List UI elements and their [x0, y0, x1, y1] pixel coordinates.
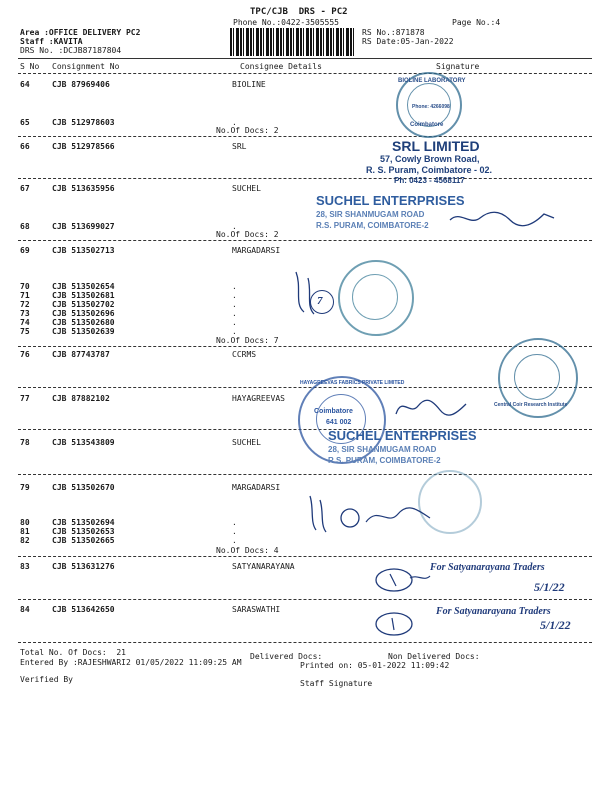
row-consignee: . — [232, 222, 237, 231]
row-consignment-number: CJB 513635956 — [52, 184, 115, 193]
column-signature: Signature — [436, 62, 480, 71]
row-consignee: HAYAGREEVAS — [232, 394, 285, 403]
row-docs-count: No.Of Docs: 4 — [216, 546, 279, 555]
printed-on: Printed on: 05-01-2022 11:09:42 — [300, 661, 450, 670]
suchel-stamp-name: SUCHEL ENTERPRISES — [328, 428, 477, 443]
column-rule — [18, 73, 592, 74]
row-docs-count: No.Of Docs: 7 — [216, 336, 279, 345]
row-consignee: . — [232, 327, 237, 336]
row-consignee: . — [232, 300, 237, 309]
row-sno: 67 — [20, 184, 30, 193]
row-consignee: . — [232, 282, 237, 291]
row-sno: 74 — [20, 318, 30, 327]
row-sno: 71 — [20, 291, 30, 300]
satyanarayana-stamp: For Satyanarayana Traders — [430, 562, 545, 573]
row-consignee: BIOLINE — [232, 80, 266, 89]
header-rule — [18, 58, 592, 59]
hayagreevas-seal-text: HAYAGREEVAS FABRICS PRIVATE LIMITED — [300, 380, 405, 386]
delivery-date: 5/1/22 — [540, 618, 571, 632]
row-consignment-number: CJB 513502681 — [52, 291, 115, 300]
row-consignment-number: CJB 513502654 — [52, 282, 115, 291]
verified-by: Verified By — [20, 675, 73, 684]
delivered-docs: Delivered Docs: — [250, 652, 323, 661]
column-consignee: Consignee Details — [240, 62, 322, 71]
suchel-stamp-name: SUCHEL ENTERPRISES — [316, 193, 465, 208]
row-consignment-number: CJB 513502680 — [52, 318, 115, 327]
row-consignee: . — [232, 536, 237, 545]
row-consignment-number: CJB 513502702 — [52, 300, 115, 309]
area-label: Area :OFFICE DELIVERY PC2 — [20, 28, 141, 37]
column-sno: S No — [20, 62, 40, 71]
row-consignment-number: CJB 87882102 — [52, 394, 110, 403]
srl-stamp-phone: Ph: 0423 - 4568117 — [394, 176, 465, 185]
row-consignment-number: CJB 513502694 — [52, 518, 115, 527]
rs-number: RS No.:871878 — [362, 28, 425, 37]
row-consignment-number: CJB 513502639 — [52, 327, 115, 336]
row-consignee: . — [232, 291, 237, 300]
circled-number-text: 7 — [317, 295, 323, 307]
row-consignee: SARASWATHI — [232, 605, 281, 614]
row-consignment-number: CJB 513502713 — [52, 246, 115, 255]
row-separator — [18, 136, 592, 137]
row-consignment-number: CJB 512978603 — [52, 118, 115, 127]
row-sno: 69 — [20, 246, 30, 255]
hayagreevas-seal-city: Coimbatore — [314, 408, 353, 415]
row-docs-count: No.Of Docs: 2 — [216, 126, 279, 135]
margadarsi-seal — [338, 260, 414, 336]
bioline-seal-text: BIOLINE LABORATORY — [398, 78, 466, 84]
row-consignment-number: CJB 87969406 — [52, 80, 110, 89]
row-consignee: . — [232, 518, 237, 527]
row-separator — [18, 599, 592, 600]
row-consignment-number: CJB 513502670 — [52, 483, 115, 492]
row-sno: 81 — [20, 527, 30, 536]
row-consignment-number: CJB 513543809 — [52, 438, 115, 447]
signature-scribble — [372, 608, 432, 640]
row-sno: 83 — [20, 562, 30, 571]
row-consignee: . — [232, 118, 237, 127]
ccrms-seal-text: Central Coir Research Institute — [494, 402, 568, 408]
row-sno: 65 — [20, 118, 30, 127]
phone-number: Phone No.:0422-3505555 — [233, 18, 339, 27]
satyanarayana-stamp: For Satyanarayana Traders — [436, 606, 551, 617]
row-separator — [18, 240, 592, 241]
row-sno: 68 — [20, 222, 30, 231]
suchel-stamp-address: 28, SIR SHANMUGAM ROAD — [328, 445, 437, 454]
suchel-stamp-address: R.S. PURAM, COIMBATORE-2 — [328, 456, 441, 465]
bioline-seal-city: Coimbatore — [410, 122, 444, 128]
row-consignment-number: CJB 513502696 — [52, 309, 115, 318]
document-title: TPC/CJB DRS - PC2 — [250, 7, 348, 17]
row-consignee: . — [232, 527, 237, 536]
drs-number: DRS No. :DCJB87187804 — [20, 46, 122, 55]
staff-label: Staff :KAVITA — [20, 37, 83, 46]
suchel-stamp-address: R.S. PURAM, COIMBATORE-2 — [316, 221, 429, 230]
signature-scribble — [306, 492, 436, 536]
delivery-date: 5/1/22 — [534, 580, 565, 594]
suchel-stamp-address: 28, SIR SHANMUGAM ROAD — [316, 210, 425, 219]
entered-by: Entered By :RAJESHWARI2 01/05/2022 11:09:25 AM — [20, 658, 242, 667]
srl-stamp-address: R. S. Puram, Coimbatore - 02. — [366, 165, 493, 175]
row-sno: 72 — [20, 300, 30, 309]
row-consignee: . — [232, 309, 237, 318]
row-consignee: CCRMS — [232, 350, 257, 359]
srl-stamp-address: 57, Cowly Brown Road, — [380, 154, 480, 164]
row-consignment-number: CJB 513502665 — [52, 536, 115, 545]
row-consignee: SUCHEL — [232, 184, 261, 193]
row-consignee: SUCHEL — [232, 438, 261, 447]
row-consignee: SRL — [232, 142, 247, 151]
row-consignment-number: CJB 513699027 — [52, 222, 115, 231]
row-separator — [18, 178, 592, 179]
column-consignment: Consignment No — [52, 62, 120, 71]
page-number: Page No.:4 — [452, 18, 501, 27]
row-sno: 82 — [20, 536, 30, 545]
row-sno: 79 — [20, 483, 30, 492]
row-consignment-number: CJB 513642650 — [52, 605, 115, 614]
row-docs-count: No.Of Docs: 2 — [216, 230, 279, 239]
row-separator — [18, 556, 592, 557]
bioline-seal-phone: Phone: 4266098 — [412, 104, 450, 110]
row-separator — [18, 474, 592, 475]
signature-scribble — [372, 564, 432, 596]
row-sno: 70 — [20, 282, 30, 291]
rs-date: RS Date:05-Jan-2022 — [362, 37, 454, 46]
row-sno: 84 — [20, 605, 30, 614]
row-sno: 73 — [20, 309, 30, 318]
total-docs: Total No. Of Docs: 21 — [20, 648, 126, 657]
row-separator — [18, 346, 592, 347]
row-consignment-number: CJB 513502653 — [52, 527, 115, 536]
row-sno: 64 — [20, 80, 30, 89]
row-separator — [18, 642, 592, 643]
signature-scribble — [392, 394, 472, 420]
row-consignment-number: CJB 513631276 — [52, 562, 115, 571]
row-consignment-number: CJB 512978566 — [52, 142, 115, 151]
row-sno: 77 — [20, 394, 30, 403]
signature-scribble — [448, 206, 558, 228]
non-delivered-docs: Non Delivered Docs: — [388, 652, 480, 661]
barcode — [230, 28, 354, 56]
row-consignee: SATYANARAYANA — [232, 562, 295, 571]
srl-stamp-name: SRL LIMITED — [392, 138, 480, 154]
row-sno: 76 — [20, 350, 30, 359]
row-consignee: MARGADARSI — [232, 483, 281, 492]
row-sno: 66 — [20, 142, 30, 151]
row-sno: 78 — [20, 438, 30, 447]
hayagreevas-seal-pin: 641 002 — [326, 419, 352, 426]
staff-signature: Staff Signature — [300, 679, 373, 688]
row-consignee: . — [232, 318, 237, 327]
row-sno: 80 — [20, 518, 30, 527]
row-consignment-number: CJB 87743787 — [52, 350, 110, 359]
row-consignee: MARGADARSI — [232, 246, 281, 255]
row-sno: 75 — [20, 327, 30, 336]
